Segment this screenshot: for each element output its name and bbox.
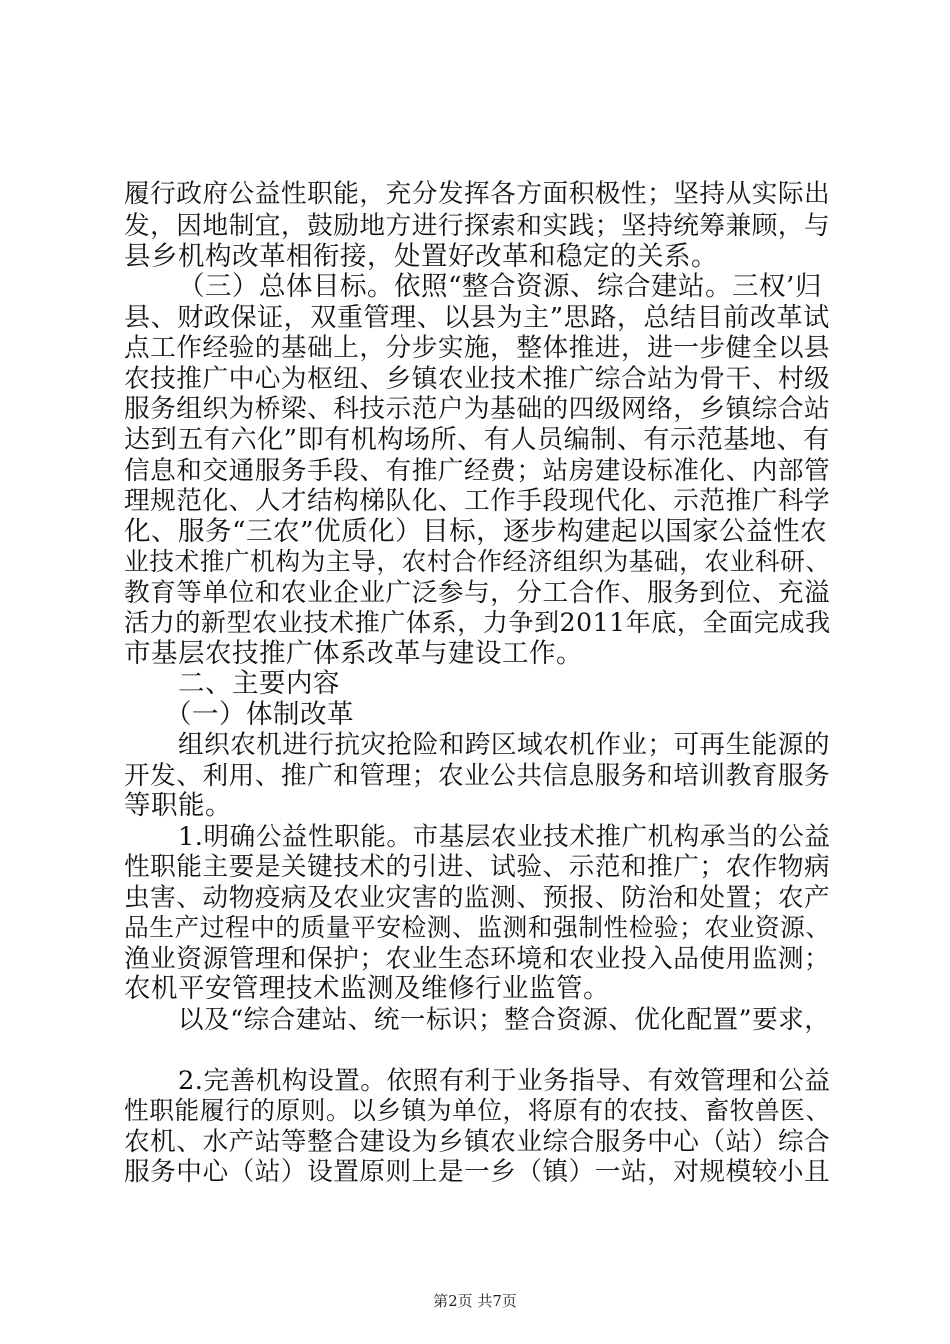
text-line: 1.明确公益性职能。市基层农业技术推广机构承当的公益 xyxy=(178,822,831,852)
text-line: 以及“综合建站、统一标识；整合资源、优化配置”要求， xyxy=(178,1005,831,1035)
subsection-heading: （一）体制改革 xyxy=(165,699,354,730)
text-line: 服务组织为桥梁、科技示范户为基础的四级网络，乡镇综合站 xyxy=(124,394,831,424)
section-heading: 二、主要内容 xyxy=(178,668,340,699)
page-number-footer: 第2页 共7页 xyxy=(433,1292,517,1310)
text-line: 点工作经验的基础上，分步实施，整体推进，进一步健全以县 xyxy=(124,333,831,363)
text-line: 教育等单位和农业企业广泛参与，分工合作、服务到位、充溢 xyxy=(124,578,831,608)
text-line: 虫害、动物疫病及农业灾害的监测、预报、防治和处置；农产 xyxy=(124,883,831,913)
text-line: 市基层农技推广体系改革与建设工作。 xyxy=(124,638,583,669)
text-line: 活力的新型农业技术推广体系，力争到2011年底，全面完成我 xyxy=(124,608,831,637)
text-line: 信息和交通服务手段、有推广经费；站房建设标准化、内部管 xyxy=(124,456,831,486)
text-line: 性职能履行的原则。以乡镇为单位，将原有的农技、畜牧兽医、 xyxy=(124,1096,831,1125)
text-line: 农技推广中心为枢纽、乡镇农业技术推广综合站为骨干、村级 xyxy=(124,364,831,394)
text-line: （三）总体目标。依照“整合资源、综合建站。三权’归 xyxy=(178,271,822,302)
text-line: 组织农机进行抗灾抢险和跨区域农机作业；可再生能源的 xyxy=(178,730,830,760)
text-line: 理规范化、人才结构梯队化、工作手段现代化、示范推广科学 xyxy=(124,486,831,516)
text-line: 达到五有六化”即有机构场所、有人员编制、有示范基地、有 xyxy=(124,425,830,455)
text-line: 品生产过程中的质量平安检测、监测和强制性检验；农业资源、 xyxy=(124,913,831,942)
text-line: 履行政府公益性职能，充分发挥各方面积极性；坚持从实际出 xyxy=(124,179,831,209)
text-line: 业技术推广机构为主导，农村合作经济组织为基础，农业科研、 xyxy=(124,547,831,576)
text-line: 开发、利用、推广和管理；农业公共信息服务和培训教育服务 xyxy=(124,761,831,791)
text-line: 农机、水产站等整合建设为乡镇农业综合服务中心（站）综合 xyxy=(124,1127,831,1157)
text-line: 县、财政保证，双重管理、以县为主”思路，总结目前改革试 xyxy=(124,303,830,333)
text-line: 县乡机构改革相衔接，处置好改革和稳定的关系。 xyxy=(124,241,718,272)
text-line: 渔业资源管理和保护；农业生态环境和农业投入品使用监测； xyxy=(124,944,831,974)
text-line: 性职能主要是关键技术的引进、试验、示范和推广；农作物病 xyxy=(124,852,831,882)
text-line: 化、服务“三农”优质化）目标，逐步构建起以国家公益性农 xyxy=(124,516,828,547)
text-line: 服务中心（站）设置原则上是一乡（镇）一站，对规模较小且 xyxy=(124,1157,831,1187)
text-line: 2.完善机构设置。依照有利于业务指导、有效管理和公益 xyxy=(178,1066,831,1096)
text-line: 等职能。 xyxy=(124,790,232,821)
text-line: 农机平安管理技术监测及维修行业监管。 xyxy=(124,973,610,1004)
text-line: 发，因地制宜，鼓励地方进行探索和实践；坚持统筹兼顾，与 xyxy=(124,211,831,241)
